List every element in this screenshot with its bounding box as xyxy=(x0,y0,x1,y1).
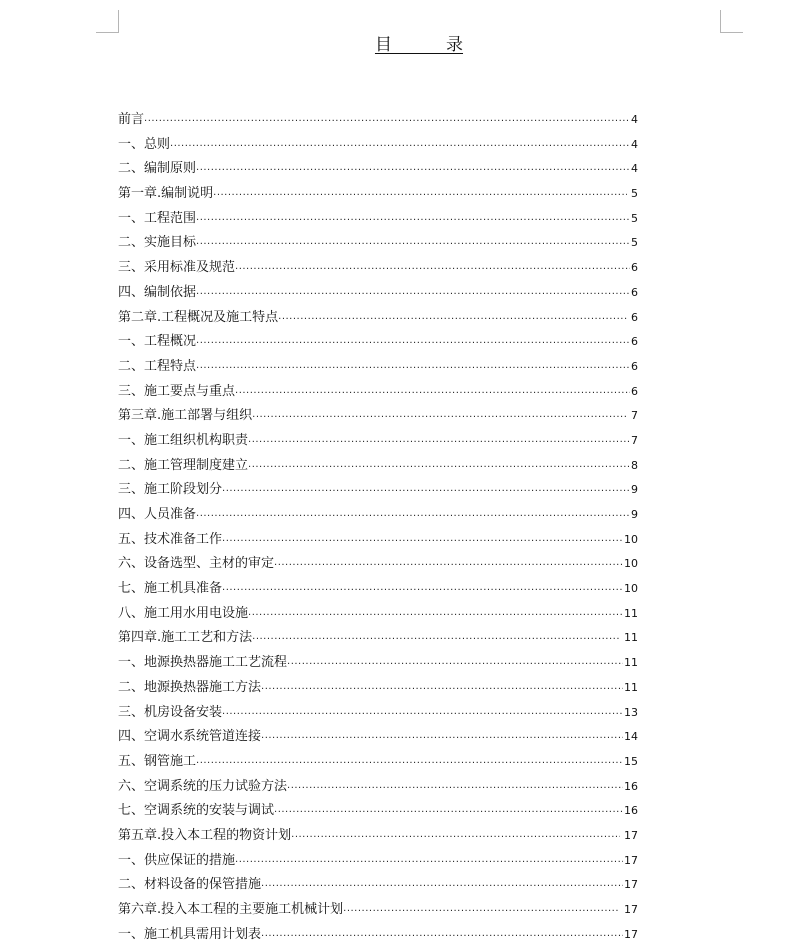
toc-dot-leader xyxy=(196,332,630,357)
toc-page-number: 6 xyxy=(631,384,638,398)
toc-dot-leader xyxy=(252,406,627,431)
toc-entry-title: 六、设备选型、主材的审定 xyxy=(118,556,275,572)
toc-entry-title: 五、钢管施工 xyxy=(118,753,197,769)
toc-chapter-entry[interactable] xyxy=(118,824,638,849)
toc-dot-leader xyxy=(196,357,630,382)
toc-entry[interactable] xyxy=(118,454,638,479)
toc-entry-title: 一、施工机具需用计划表 xyxy=(118,926,262,942)
toc-page-number: 11 xyxy=(624,656,638,670)
toc-entry-title: 第三章.施工部署与组织 xyxy=(118,408,253,424)
toc-page-number: 17 xyxy=(624,828,638,842)
toc-page-number: 10 xyxy=(624,557,638,571)
toc-entry-title: 三、采用标准及规范 xyxy=(118,260,236,276)
toc-entry-title: 一、总则 xyxy=(118,136,171,152)
toc-dot-leader xyxy=(287,653,623,678)
toc-dot-leader xyxy=(170,135,630,160)
toc-entry-title: 四、人员准备 xyxy=(118,507,197,522)
toc-entry[interactable] xyxy=(118,602,638,627)
toc-page-number: 6 xyxy=(631,310,638,324)
toc-entry-title: 一、工程概况 xyxy=(118,334,197,350)
toc-dot-leader xyxy=(248,456,630,481)
toc-page-number: 16 xyxy=(624,804,638,818)
toc-chapter-entry[interactable] xyxy=(118,404,638,429)
toc-dot-leader xyxy=(235,382,630,407)
toc-page-number: 17 xyxy=(624,927,638,941)
toc-entry-title: 二、地源换热器施工方法 xyxy=(118,679,262,695)
toc-entry[interactable] xyxy=(118,157,638,182)
toc-page-number: 6 xyxy=(631,359,638,373)
toc-entry-title: 一、工程范围 xyxy=(118,210,197,226)
toc-entry-title: 第一章.编制说明 xyxy=(118,186,214,202)
toc-entry-title: 第六章.投入本工程的主要施工机械计划 xyxy=(118,902,344,917)
toc-title-text: 目 录 xyxy=(374,35,464,55)
toc-dot-leader xyxy=(291,826,620,851)
toc-dot-leader xyxy=(343,900,620,925)
toc-entry[interactable] xyxy=(118,750,638,775)
toc-dot-leader xyxy=(196,505,630,530)
toc-entry[interactable] xyxy=(118,775,638,800)
toc-entry-title: 六、空调系统的压力试验方法 xyxy=(118,778,288,794)
toc-dot-leader xyxy=(235,258,630,283)
toc-dot-leader xyxy=(144,110,630,135)
toc-entry-title: 三、机房设备安装 xyxy=(118,704,223,720)
toc-dot-leader xyxy=(235,851,623,876)
toc-entry[interactable] xyxy=(118,231,638,256)
toc-entry[interactable] xyxy=(118,281,638,306)
toc-entry-title: 三、施工阶段划分 xyxy=(118,482,223,498)
toc-page-number: 8 xyxy=(631,458,638,472)
toc-dot-leader xyxy=(196,159,630,184)
toc-entry[interactable] xyxy=(118,478,638,503)
toc-entry[interactable] xyxy=(118,355,638,380)
toc-page-number: 10 xyxy=(624,582,638,596)
toc-dot-leader xyxy=(248,431,630,456)
toc-entry-title: 二、材料设备的保管措施 xyxy=(118,877,262,893)
toc-page-number: 4 xyxy=(631,137,638,151)
toc-page-number: 11 xyxy=(624,631,638,645)
crop-mark-top-right xyxy=(720,10,743,33)
toc-entry[interactable] xyxy=(118,256,638,281)
toc-entry-title: 二、编制原则 xyxy=(118,161,197,177)
toc-entry-title: 一、施工组织机构职责 xyxy=(118,432,249,448)
toc-entry-title: 五、技术准备工作 xyxy=(118,531,223,547)
toc-page-number: 5 xyxy=(631,187,638,201)
toc-entry[interactable] xyxy=(118,108,638,133)
toc-dot-leader xyxy=(222,480,630,505)
toc-entry-title: 二、施工管理制度建立 xyxy=(118,457,249,473)
toc-entry[interactable] xyxy=(118,701,638,726)
toc-dot-leader xyxy=(261,678,623,703)
toc-dot-leader xyxy=(274,801,623,826)
toc-page-number: 13 xyxy=(624,705,638,719)
toc-entry[interactable] xyxy=(118,429,638,454)
toc-entry-title: 四、编制依据 xyxy=(118,284,197,300)
toc-page-number: 14 xyxy=(624,730,638,744)
toc-entry[interactable] xyxy=(118,503,638,528)
toc-entry-title: 七、空调系统的安装与调试 xyxy=(118,803,275,819)
toc-entry[interactable] xyxy=(118,651,638,676)
toc-dot-leader xyxy=(222,530,623,555)
toc-page-number: 5 xyxy=(631,211,638,225)
toc-dot-leader xyxy=(287,777,623,802)
toc-page-number: 17 xyxy=(624,903,638,916)
toc-page-number: 17 xyxy=(624,853,638,867)
toc-entry[interactable] xyxy=(118,133,638,158)
toc-dot-leader xyxy=(261,875,623,900)
toc-page-number: 15 xyxy=(624,754,638,768)
toc-page-number: 6 xyxy=(631,261,638,275)
toc-page-number: 16 xyxy=(624,779,638,793)
toc-dot-leader xyxy=(274,554,623,579)
toc-entry[interactable] xyxy=(118,873,638,898)
toc-entry-title: 一、供应保证的措施 xyxy=(118,852,236,868)
toc-dot-leader xyxy=(196,752,623,777)
toc-dot-leader xyxy=(248,604,623,629)
toc-dot-leader xyxy=(252,628,620,653)
toc-entry-title: 第二章.工程概况及施工特点 xyxy=(118,309,279,325)
toc-dot-leader xyxy=(261,925,623,949)
toc-page-number: 11 xyxy=(624,680,638,694)
toc-dot-leader xyxy=(196,209,630,234)
toc-entry-title: 第五章.投入本工程的物资计划 xyxy=(118,827,292,843)
toc-chapter-entry[interactable] xyxy=(118,182,638,207)
toc-entry[interactable] xyxy=(118,577,638,602)
toc-entry-title: 三、施工要点与重点 xyxy=(118,383,236,399)
toc-entry-title: 第四章.施工工艺和方法 xyxy=(118,630,253,646)
toc-entry-title: 二、实施目标 xyxy=(118,235,197,251)
toc-page-number: 4 xyxy=(631,113,638,126)
toc-entry[interactable] xyxy=(118,725,638,750)
toc-page-number: 9 xyxy=(631,483,638,497)
toc-dot-leader xyxy=(196,233,630,258)
toc-chapter-entry[interactable] xyxy=(118,626,638,651)
toc-entry-title: 二、工程特点 xyxy=(118,358,197,374)
toc-dot-leader xyxy=(222,579,623,604)
toc-page-number: 5 xyxy=(631,236,638,250)
toc-entry[interactable] xyxy=(118,799,638,824)
toc-page-number: 6 xyxy=(631,335,638,349)
toc-entry[interactable] xyxy=(118,849,638,874)
toc-page-number: 17 xyxy=(624,878,638,892)
toc-entry-title: 八、施工用水用电设施 xyxy=(118,605,249,621)
toc-dot-leader xyxy=(222,703,623,728)
toc-entry[interactable] xyxy=(118,207,638,232)
toc-entry[interactable] xyxy=(118,330,638,355)
toc-chapter-entry[interactable] xyxy=(118,306,638,331)
toc-dot-leader xyxy=(196,283,630,308)
toc-dot-leader xyxy=(261,727,623,752)
toc-entry[interactable] xyxy=(118,676,638,701)
toc-chapter-entry[interactable] xyxy=(118,898,638,923)
toc-page-number: 6 xyxy=(631,285,638,299)
toc-entry[interactable] xyxy=(118,528,638,553)
toc-entry[interactable] xyxy=(118,552,638,577)
toc-page-number: 9 xyxy=(631,508,638,521)
crop-mark-top-left xyxy=(96,10,119,33)
toc-entry-title: 一、地源换热器施工工艺流程 xyxy=(118,655,288,671)
toc-page-number: 10 xyxy=(624,532,638,546)
toc-entry-title: 七、施工机具准备 xyxy=(118,581,223,597)
toc-entry-title: 四、空调水系统管道连接 xyxy=(118,729,262,745)
toc-entry[interactable] xyxy=(118,923,638,948)
toc-dot-leader xyxy=(213,184,627,209)
toc-page-number: 7 xyxy=(631,433,638,447)
toc-dot-leader xyxy=(278,308,627,333)
toc-page-number: 11 xyxy=(624,606,638,620)
toc-entry[interactable] xyxy=(118,380,638,405)
toc-entry-title: 前言 xyxy=(118,112,145,127)
toc-page-number: 7 xyxy=(631,409,638,423)
table-of-contents xyxy=(118,108,638,947)
toc-heading xyxy=(0,32,794,58)
toc-page-number: 4 xyxy=(631,162,638,176)
